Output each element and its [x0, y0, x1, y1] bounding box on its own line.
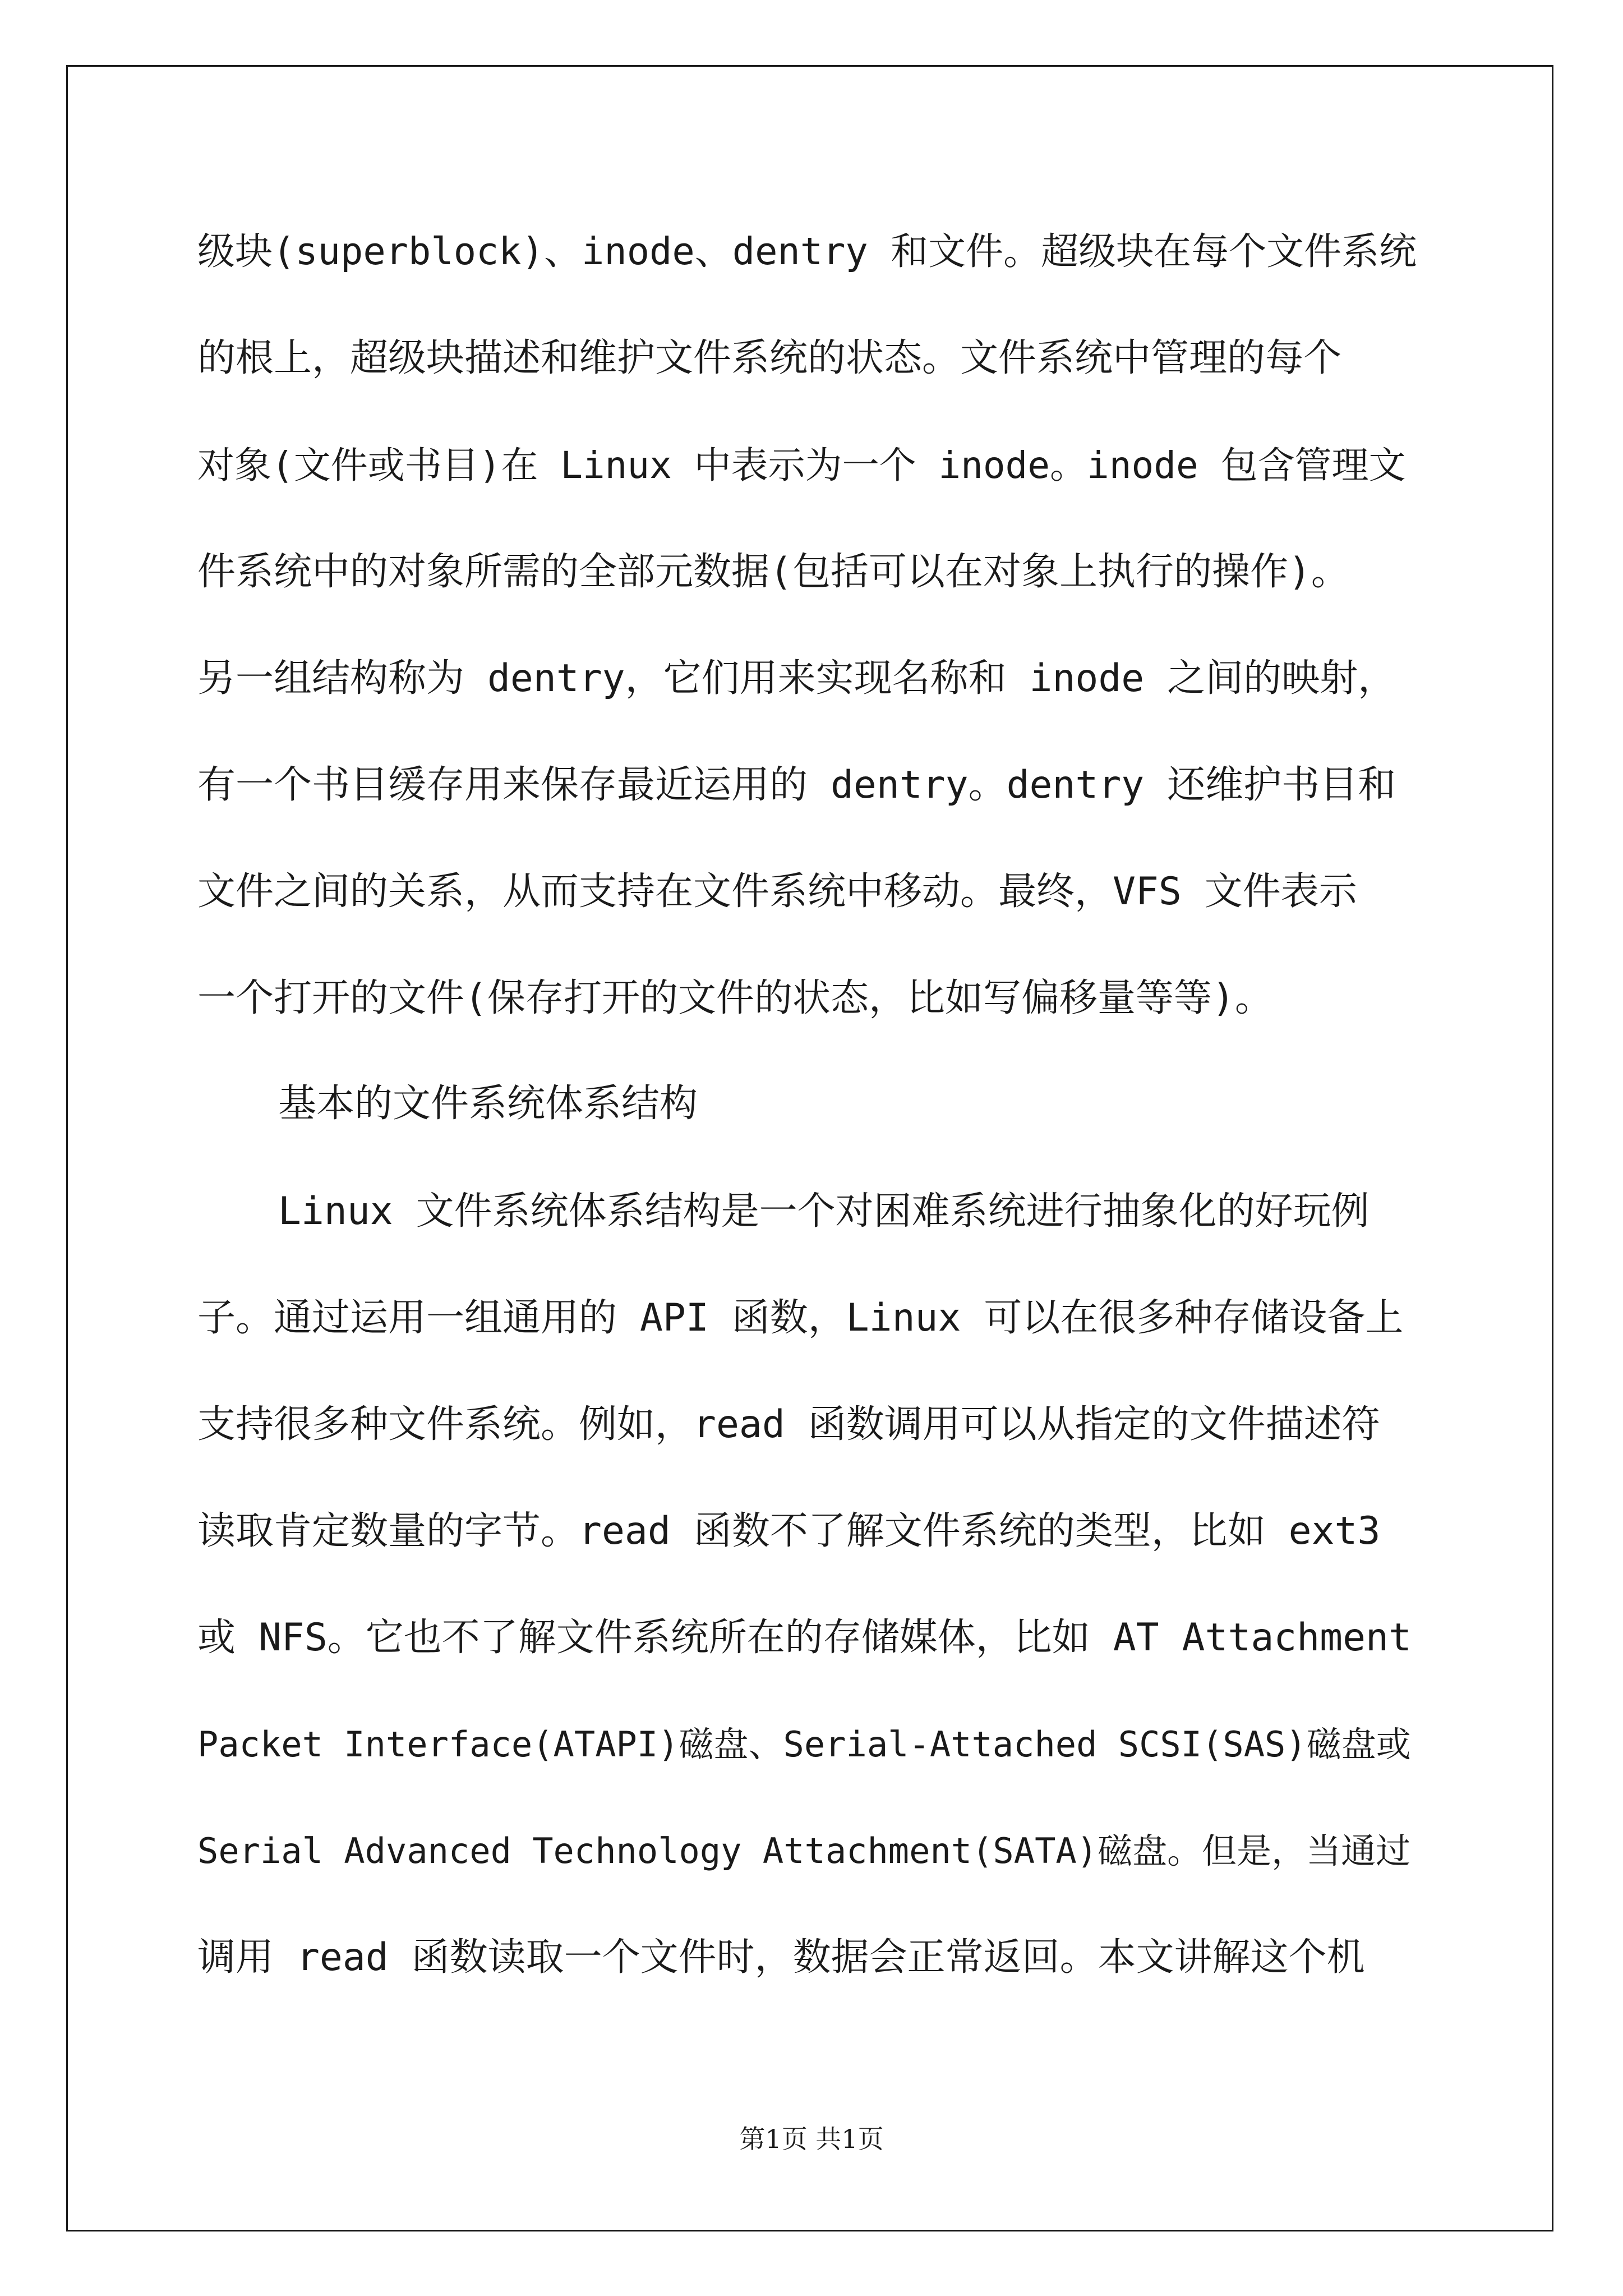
- paragraph-1-line-8: 一个打开的文件(保存打开的文件的状态，比如写偏移量等等)。: [197, 976, 1273, 1020]
- paragraph-1-line-3: 对象(文件或书目)在 Linux 中表示为一个 inode。inode 包含管理文: [197, 444, 1406, 487]
- paragraph-2-line-8: 调用 read 函数读取一个文件时，数据会正常返回。本文讲解这个机: [197, 1935, 1365, 1980]
- page-border: [66, 65, 1553, 2231]
- paragraph-1-line-4: 件系统中的对象所需的全部元数据(包括可以在对象上执行的操作)。: [197, 550, 1349, 594]
- paragraph-2-line-4: 读取肯定数量的字节。read 函数不了解文件系统的类型，比如 ext3: [197, 1509, 1381, 1553]
- paragraph-2-line-7: Serial Advanced Technology Attachment(SATA)磁盘。但是，当通过: [197, 1830, 1411, 1871]
- paragraph-2-line-5: 或 NFS。它也不了解文件系统所在的存储媒体，比如 AT Attachment: [197, 1616, 1412, 1660]
- paragraph-1-line-2: 的根上，超级块描述和维护文件系统的状态。文件系统中管理的每个: [197, 336, 1342, 380]
- paragraph-1-line-7: 文件之间的关系，从而支持在文件系统中移动。最终，VFS 文件表示: [197, 869, 1357, 914]
- page-number-footer: 第1页 共1页: [739, 2124, 884, 2154]
- paragraph-1-line-6: 有一个书目缓存用来保存最近运用的 dentry。dentry 还维护书目和: [197, 763, 1396, 807]
- paragraph-2-line-1: Linux 文件系统体系结构是一个对困难系统进行抽象化的好玩例: [278, 1189, 1370, 1234]
- section-heading: 基本的文件系统体系结构: [278, 1082, 698, 1126]
- paragraph-2-line-3: 支持很多种文件系统。例如，read 函数调用可以从指定的文件描述符: [197, 1402, 1380, 1447]
- paragraph-2-line-2: 子。通过运用一组通用的 API 函数，Linux 可以在很多种存储设备上: [197, 1296, 1404, 1340]
- paragraph-1-line-5: 另一组结构称为 dentry，它们用来实现名称和 inode 之间的映射，: [197, 656, 1396, 701]
- paragraph-2-line-6: Packet Interface(ATAPI)磁盘、Serial-Attached SCSI(SAS)磁盘或: [197, 1724, 1411, 1765]
- paragraph-1-line-1: 级块(superblock)、inode、dentry 和文件。超级块在每个文件系统: [197, 229, 1417, 273]
